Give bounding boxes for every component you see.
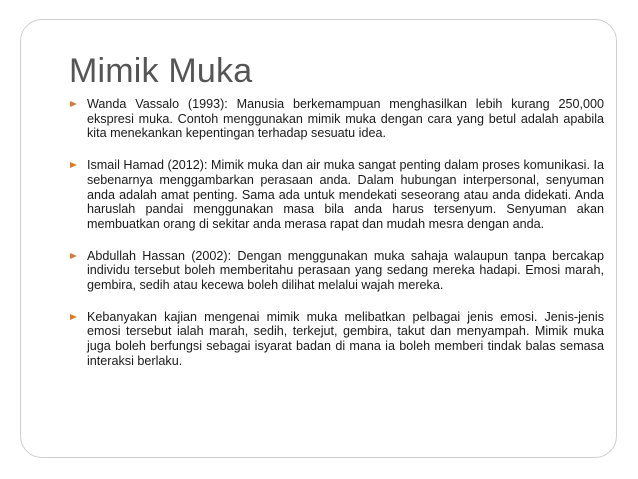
bullet-list: [69, 97, 604, 386]
bullet-item: [69, 249, 604, 293]
bullet-item: [69, 158, 604, 232]
bullet-arrow-icon: [70, 101, 77, 107]
bullet-arrow-icon: [70, 162, 77, 168]
bullet-text: Ismail Hamad (2012): Mimik muka dan air muka sangat penting dalam proses komunikasi. Ia sebenarnya menggambarkan perasaan anda. Dalam hubungan interpersonal, senyuman anda adalah amat penting. Sama ada untuk mendekati seseorang atau anda didekati. Anda haruslah pandai menggunakan masa bila anda harus tersenyum. Senyuman akan membuatkan orang di sekitar anda merasa rapat dan mudah mesra dengan anda.: [87, 158, 604, 231]
bullet-text: Abdullah Hassan (2002): Dengan menggunakan muka sahaja walaupun tanpa bercakap individu tersebut boleh memberitahu perasaan yang sedang mereka hadapi. Emosi marah, gembira, sedih atau kecewa boleh dilihat melalui wajah mereka.: [87, 248, 604, 293]
bullet-arrow-icon: [70, 253, 77, 259]
bullet-item: [69, 97, 604, 141]
bullet-text: Kebanyakan kajian mengenai mimik muka melibatkan pelbagai jenis emosi. Jenis-jenis emosi tersebut ialah marah, sedih, terkejut, gembira, takut dan menyampah. Mimik muka juga boleh berfungsi sebagai isyarat badan di mana ia boleh memberi tindak balas semasa interaksi berlaku.: [87, 309, 604, 368]
bullet-text: Wanda Vassalo (1993): Manusia berkemampuan menghasilkan lebih kurang 250,000 ekspresi muka. Contoh menggunakan mimik muka dengan cara yang betul adalah apabila kita menekankan kepentingan terhadap sesuatu idea.: [87, 97, 604, 141]
bullet-arrow-icon: [70, 314, 77, 320]
bullet-item: [69, 310, 604, 369]
slide-title: Mimik Muka: [69, 52, 253, 90]
